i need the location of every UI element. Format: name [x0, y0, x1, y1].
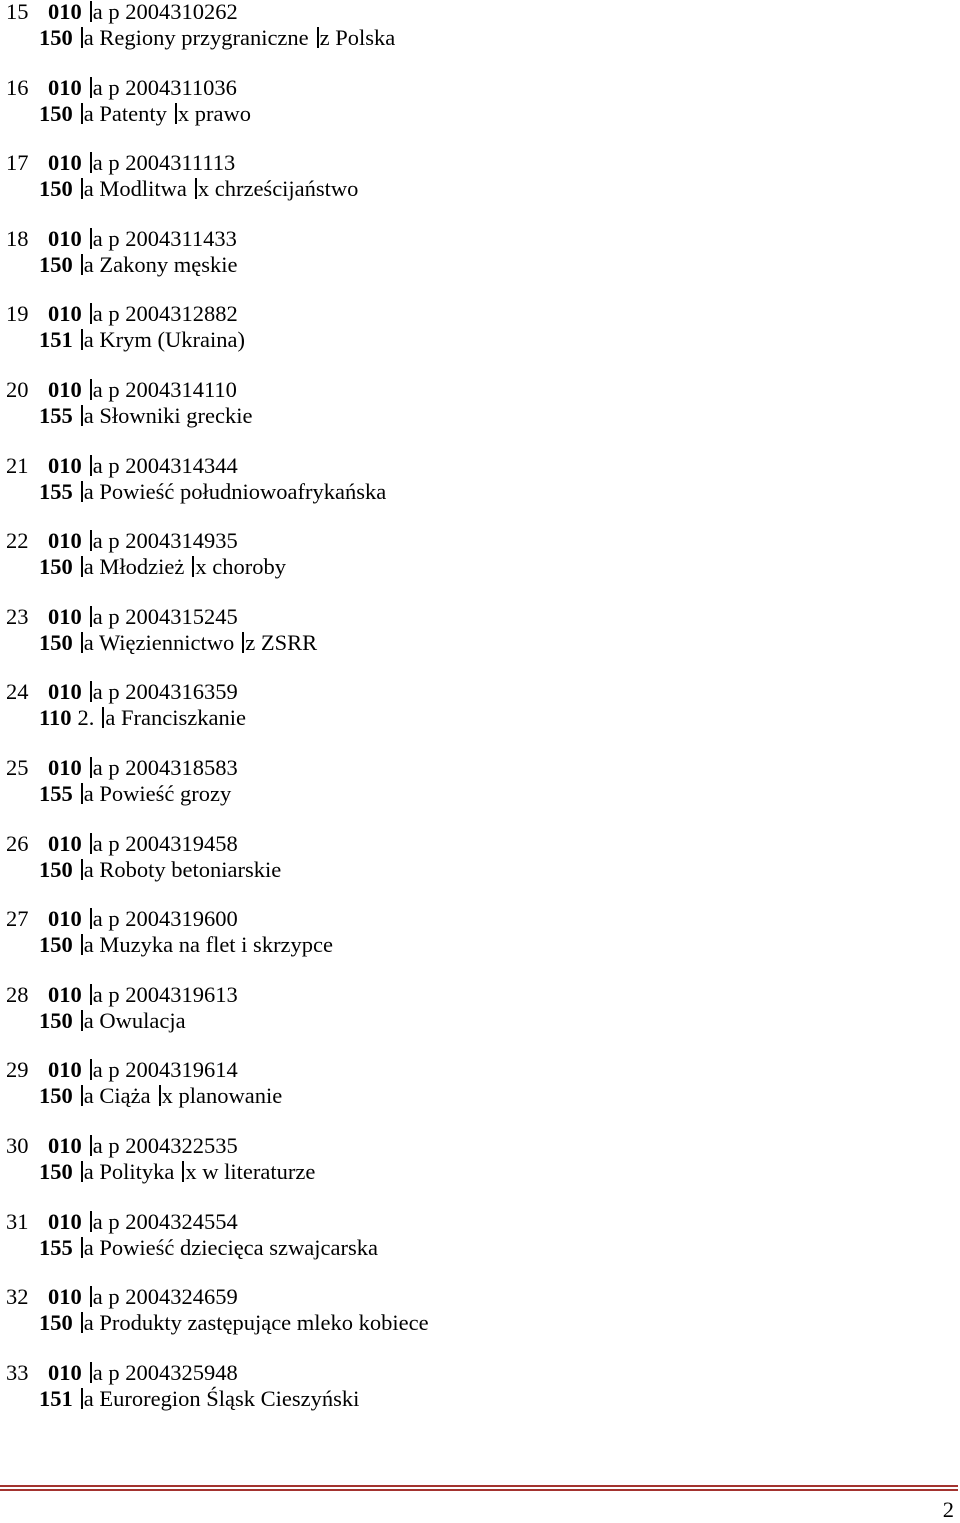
control-number-field	[48, 755, 238, 781]
subfield-delimiter	[90, 455, 92, 476]
subfield-value: a Krym (Ukraina)	[83, 327, 245, 353]
control-number: a p 2004318583	[92, 755, 238, 780]
control-number-field	[48, 0, 238, 25]
control-number: a p 2004310262	[92, 0, 238, 24]
control-number-field	[48, 831, 238, 857]
record-number: 32	[6, 1284, 29, 1310]
control-number: a p 2004319600	[92, 906, 238, 932]
control-number-field	[48, 1360, 238, 1386]
field-tag: 010	[48, 1057, 82, 1083]
control-number-field	[48, 679, 238, 705]
heading-field	[39, 857, 281, 883]
control-number: a p 2004312882	[92, 301, 238, 327]
control-number: a p 2004314110	[92, 377, 237, 402]
field-tag: 010	[48, 528, 82, 554]
subfield-value: x w literaturze	[185, 1159, 316, 1184]
field-tag: 010	[48, 301, 82, 327]
subfield-value: a Młodzież	[83, 554, 185, 580]
record-number: 24	[6, 679, 29, 705]
authority-record	[0, 1058, 960, 1110]
subfield-value: z Polska	[319, 25, 396, 50]
field-tag: 010	[48, 452, 82, 478]
record-number: 21	[6, 452, 29, 478]
subfield-value: a Euroregion Śląsk Cieszyński	[83, 1385, 360, 1411]
field-tag: 010	[48, 74, 82, 100]
subfield-delimiter	[81, 27, 83, 48]
subfield-value: x planowanie	[161, 1083, 283, 1109]
subfield-value: a Owulacja	[83, 1007, 186, 1033]
subfield-delimiter	[90, 984, 92, 1005]
field-tag: 010	[48, 150, 82, 176]
record-number: 15	[6, 0, 29, 24]
heading-field	[39, 479, 386, 505]
authority-record	[0, 454, 960, 506]
record-number: 16	[6, 74, 29, 100]
control-number: a p 2004314935	[92, 528, 238, 554]
control-number-field	[48, 1133, 238, 1159]
subfield-delimiter	[81, 178, 83, 199]
field-tag: 150	[39, 251, 73, 277]
field-tag: 110	[39, 705, 72, 731]
subfield-value: a Więziennictwo	[83, 629, 235, 655]
subfield-delimiter	[90, 681, 92, 702]
subfield-delimiter	[90, 1135, 92, 1156]
field-tag: 155	[39, 403, 73, 428]
subfield-delimiter	[81, 1010, 83, 1031]
heading-field	[39, 327, 245, 353]
subfield-delimiter	[90, 152, 92, 173]
field-tag: 155	[39, 478, 73, 504]
subfield-delimiter	[81, 859, 83, 880]
field-tag: 010	[48, 1208, 82, 1234]
authority-record	[0, 76, 960, 128]
control-number-field	[48, 1284, 238, 1310]
subfield-delimiter	[90, 606, 92, 627]
control-number: a p 2004324659	[92, 1284, 238, 1310]
subfield-delimiter	[90, 757, 92, 778]
field-tag: 151	[39, 327, 73, 353]
footer-rule	[0, 1485, 958, 1491]
subfield-delimiter	[81, 481, 83, 502]
subfield-delimiter	[81, 1237, 83, 1258]
control-number-field	[48, 906, 238, 932]
control-number: a p 2004319613	[92, 981, 238, 1007]
subfield-delimiter	[81, 254, 83, 275]
authority-record	[0, 302, 960, 354]
control-number-field	[48, 528, 238, 554]
heading-field	[39, 630, 317, 656]
subfield-value: a Modlitwa	[83, 176, 187, 202]
control-number: a p 2004319614	[92, 1057, 238, 1083]
field-tag: 150	[39, 629, 73, 655]
subfield-value: a Patenty	[83, 100, 167, 126]
subfield-delimiter	[90, 379, 92, 400]
subfield-delimiter	[90, 1211, 92, 1232]
control-number: a p 2004325948	[92, 1359, 238, 1385]
subfield-delimiter	[90, 530, 92, 551]
subfield-value: x chrześcijaństwo	[197, 176, 359, 202]
authority-record	[0, 605, 960, 657]
field-tag: 010	[48, 981, 82, 1007]
control-number-field	[48, 1209, 238, 1235]
record-number: 26	[6, 830, 29, 856]
heading-field	[39, 101, 251, 127]
field-tag: 150	[39, 554, 73, 580]
subfield-delimiter	[317, 27, 319, 48]
record-number: 20	[6, 377, 29, 402]
control-number-field	[48, 377, 237, 403]
subfield-delimiter	[90, 1059, 92, 1080]
control-number: a p 2004319458	[92, 830, 238, 856]
subfield-delimiter	[175, 103, 177, 124]
subfield-delimiter	[90, 77, 92, 98]
authority-record	[0, 1285, 960, 1337]
subfield-delimiter	[81, 1388, 83, 1409]
field-tag: 010	[48, 0, 82, 24]
record-number: 31	[6, 1208, 29, 1234]
control-number-field	[48, 982, 238, 1008]
authority-record	[0, 1361, 960, 1413]
heading-field	[39, 705, 246, 731]
field-tag: 010	[48, 377, 82, 402]
subfield-delimiter	[81, 1161, 83, 1182]
authority-record	[0, 378, 960, 430]
page-number: 2	[942, 1497, 954, 1522]
record-number: 28	[6, 981, 29, 1007]
control-number: a p 2004316359	[92, 679, 238, 705]
subfield-delimiter	[81, 1085, 83, 1106]
subfield-delimiter	[90, 833, 92, 854]
heading-field	[39, 25, 395, 51]
authority-record	[0, 1210, 960, 1262]
subfield-delimiter	[81, 405, 83, 426]
field-tag: 010	[48, 906, 82, 932]
subfield-value: a Roboty betoniarskie	[83, 856, 282, 882]
field-indicator: 2.	[77, 705, 95, 731]
subfield-value: x prawo	[177, 100, 251, 126]
control-number-field	[48, 150, 235, 176]
subfield-value: a Polityka	[83, 1159, 175, 1184]
subfield-value: z ZSRR	[245, 629, 318, 655]
field-tag: 010	[48, 225, 82, 251]
record-number: 30	[6, 1133, 29, 1158]
record-number: 27	[6, 906, 29, 932]
subfield-value: a Franciszkanie	[105, 705, 246, 731]
field-tag: 150	[39, 932, 73, 958]
field-tag: 155	[39, 781, 73, 806]
authority-record	[0, 1134, 960, 1186]
control-number-field	[48, 226, 237, 252]
control-number-field	[48, 604, 238, 630]
subfield-value: a Muzyka na flet i skrzypce	[83, 932, 334, 958]
field-tag: 150	[39, 856, 73, 882]
authority-record	[0, 756, 960, 808]
subfield-delimiter	[81, 934, 83, 955]
subfield-delimiter	[90, 1286, 92, 1307]
subfield-value: a Zakony męskie	[83, 251, 238, 277]
subfield-delimiter	[90, 1362, 92, 1383]
subfield-value: x choroby	[195, 554, 286, 580]
control-number: a p 2004311036	[92, 74, 237, 100]
subfield-delimiter	[90, 908, 92, 929]
record-number: 33	[6, 1359, 29, 1385]
subfield-delimiter	[81, 329, 83, 350]
control-number-field	[48, 301, 238, 327]
subfield-delimiter	[81, 1312, 83, 1333]
heading-field	[39, 1235, 378, 1261]
field-tag: 010	[48, 679, 82, 705]
control-number-field	[48, 1057, 238, 1083]
authority-record	[0, 983, 960, 1035]
heading-field	[39, 1159, 315, 1185]
heading-field	[39, 932, 333, 958]
heading-field	[39, 1083, 282, 1109]
field-tag: 150	[39, 100, 73, 126]
record-number: 17	[6, 150, 29, 176]
control-number: a p 2004311433	[92, 225, 237, 251]
record-number: 19	[6, 301, 29, 327]
authority-record	[0, 907, 960, 959]
field-tag: 010	[48, 1284, 82, 1310]
control-number: a p 2004322535	[92, 1133, 238, 1158]
authority-record	[0, 832, 960, 884]
subfield-delimiter	[81, 556, 83, 577]
field-tag: 150	[39, 1159, 73, 1184]
field-tag: 150	[39, 1007, 73, 1033]
field-tag: 010	[48, 1359, 82, 1385]
subfield-value: a Słowniki greckie	[83, 403, 253, 428]
subfield-delimiter	[81, 103, 83, 124]
subfield-value: a Powieść grozy	[83, 781, 232, 806]
subfield-delimiter	[159, 1085, 161, 1106]
heading-field	[39, 176, 358, 202]
control-number: a p 2004314344	[92, 452, 238, 478]
record-number: 22	[6, 528, 29, 554]
subfield-delimiter	[90, 1, 92, 22]
record-number: 23	[6, 603, 29, 629]
field-tag: 150	[39, 1310, 73, 1336]
record-number: 29	[6, 1057, 29, 1083]
subfield-delimiter	[195, 178, 197, 199]
authority-record	[0, 0, 960, 52]
field-tag: 010	[48, 755, 82, 780]
control-number-field	[48, 75, 237, 101]
record-number: 18	[6, 225, 29, 251]
field-tag: 010	[48, 830, 82, 856]
subfield-delimiter	[242, 632, 244, 653]
authority-record	[0, 680, 960, 732]
subfield-delimiter	[90, 303, 92, 324]
field-tag: 151	[39, 1385, 73, 1411]
control-number-field	[48, 453, 238, 479]
subfield-value: a Powieść południowoafrykańska	[83, 478, 387, 504]
subfield-value: a Powieść dziecięca szwajcarska	[83, 1234, 378, 1260]
field-tag: 150	[39, 176, 73, 202]
authority-record	[0, 529, 960, 581]
field-tag: 010	[48, 603, 82, 629]
control-number: a p 2004311113	[92, 150, 236, 176]
control-number: a p 2004315245	[92, 603, 238, 629]
subfield-delimiter	[81, 783, 83, 804]
subfield-delimiter	[81, 632, 83, 653]
authority-record	[0, 227, 960, 279]
field-tag: 150	[39, 1083, 73, 1109]
subfield-delimiter	[90, 228, 92, 249]
record-number: 25	[6, 755, 29, 780]
field-tag: 155	[39, 1234, 73, 1260]
field-tag: 150	[39, 25, 73, 50]
heading-field	[39, 1310, 429, 1336]
heading-field	[39, 252, 237, 278]
heading-field	[39, 554, 286, 580]
heading-field	[39, 403, 252, 429]
authority-record	[0, 151, 960, 203]
subfield-value: a Regiony przygraniczne	[83, 25, 309, 50]
heading-field	[39, 781, 231, 807]
field-tag: 010	[48, 1133, 82, 1158]
subfield-value: a Produkty zastępujące mleko kobiece	[83, 1310, 429, 1336]
subfield-value: a Ciąża	[83, 1083, 151, 1109]
heading-field	[39, 1008, 186, 1034]
control-number: a p 2004324554	[92, 1208, 238, 1234]
heading-field	[39, 1386, 359, 1412]
